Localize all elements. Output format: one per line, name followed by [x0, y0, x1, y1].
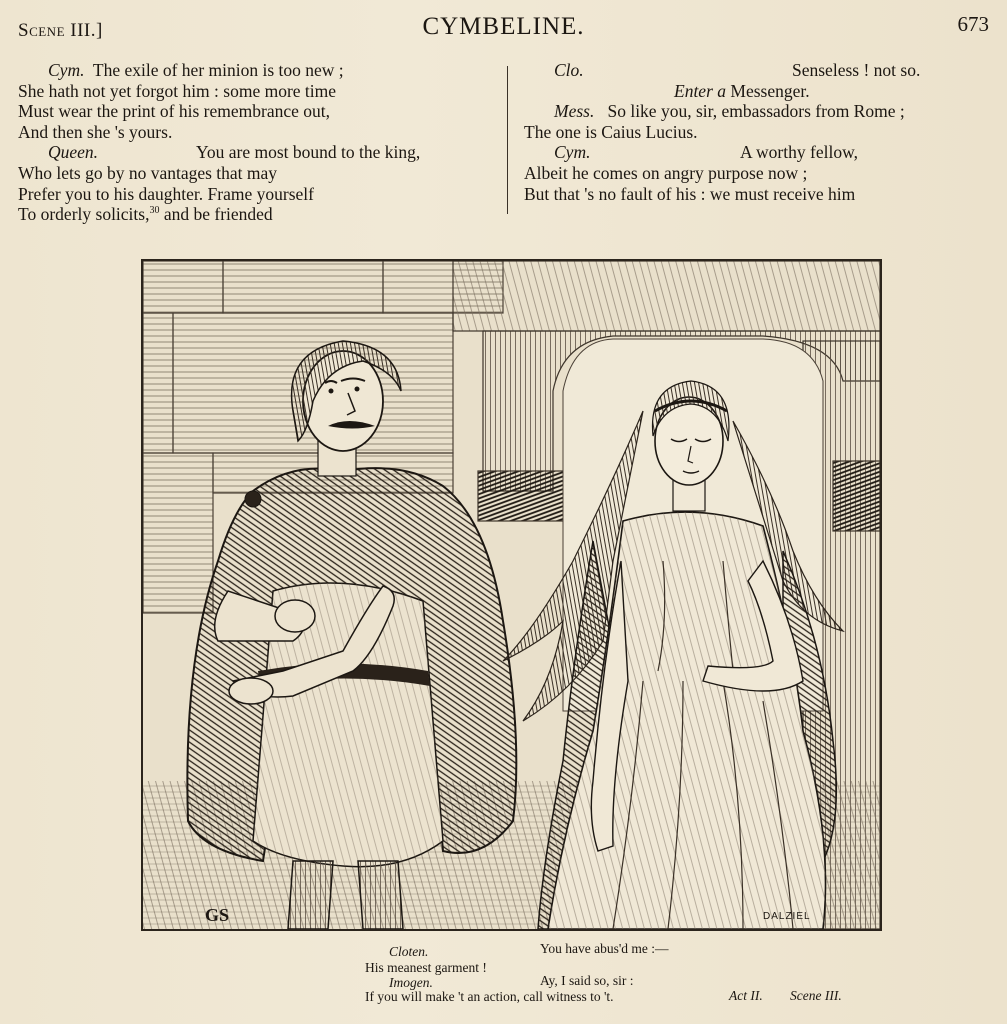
- scene-label: Scene III.]: [18, 20, 103, 41]
- caption-line: Ay, I said so, sir :: [540, 973, 634, 988]
- column-divider: [507, 66, 508, 214]
- caption-line: His meanest garment !: [365, 960, 487, 975]
- right-text-column: [524, 60, 994, 204]
- speaker-name: Cym.: [48, 60, 85, 80]
- verse-text: Senseless ! not so.: [792, 60, 921, 80]
- verse-line: [18, 142, 496, 163]
- left-text-column: [18, 60, 496, 225]
- verse-text: The exile of her minion is too new ;: [92, 60, 344, 80]
- verse-line: [524, 101, 994, 122]
- speaker-name: Mess.: [554, 101, 595, 122]
- stage-direction: [524, 81, 994, 102]
- caption-speaker-imogen: Imogen.: [389, 975, 433, 990]
- verse-line: But that 's no fault of his : we must receive him: [524, 183, 856, 204]
- speaker-name: Clo.: [554, 60, 584, 80]
- artist-monogram: GS: [205, 905, 230, 925]
- verse-line: [18, 60, 496, 81]
- verse-line: [524, 142, 994, 163]
- stage-direction-enter: Enter a: [674, 80, 727, 101]
- speaker-name: Cym.: [554, 142, 591, 163]
- verse-text: You are most bound to the king,: [196, 142, 421, 163]
- verse-line: Must wear the print of his remembrance out,: [18, 101, 330, 122]
- verse-text: To orderly solicits,: [18, 204, 150, 225]
- verse-line: And then she 's yours.: [18, 121, 173, 142]
- page-number: 673: [957, 12, 989, 36]
- engraving-illustration: [141, 259, 882, 931]
- stage-direction-text: Messenger.: [726, 80, 810, 101]
- footnote-ref: 30: [149, 205, 160, 217]
- running-head-title: CYMBELINE.: [422, 13, 585, 40]
- verse-line: The one is Caius Lucius.: [524, 121, 698, 142]
- verse-line: Who lets go by no vantages that may: [18, 162, 278, 183]
- verse-text: So like you, sir, embassadors from Rome ;: [607, 101, 905, 122]
- verse-line: Prefer you to his daughter. Frame yourself: [18, 183, 314, 204]
- verse-line: [18, 204, 496, 225]
- caption-act: Act II.: [729, 988, 763, 1003]
- engraver-signature: DALZIEL: [763, 911, 811, 922]
- verse-line: She hath not yet forgot him : some more time: [18, 80, 337, 101]
- caption-speaker-cloten: Cloten.: [389, 944, 429, 959]
- verse-line: Albeit he comes on angry purpose now ;: [524, 162, 808, 183]
- speaker-name: Queen.: [48, 142, 99, 163]
- caption-scene: Scene III.: [790, 988, 842, 1003]
- caption-line: If you will make 't an action, call witness to 't.: [365, 989, 614, 1004]
- verse-text: A worthy fellow,: [740, 142, 858, 163]
- verse-line: [524, 60, 994, 81]
- caption-line: You have abus'd me :—: [540, 941, 669, 956]
- verse-text: and be friended: [159, 204, 273, 225]
